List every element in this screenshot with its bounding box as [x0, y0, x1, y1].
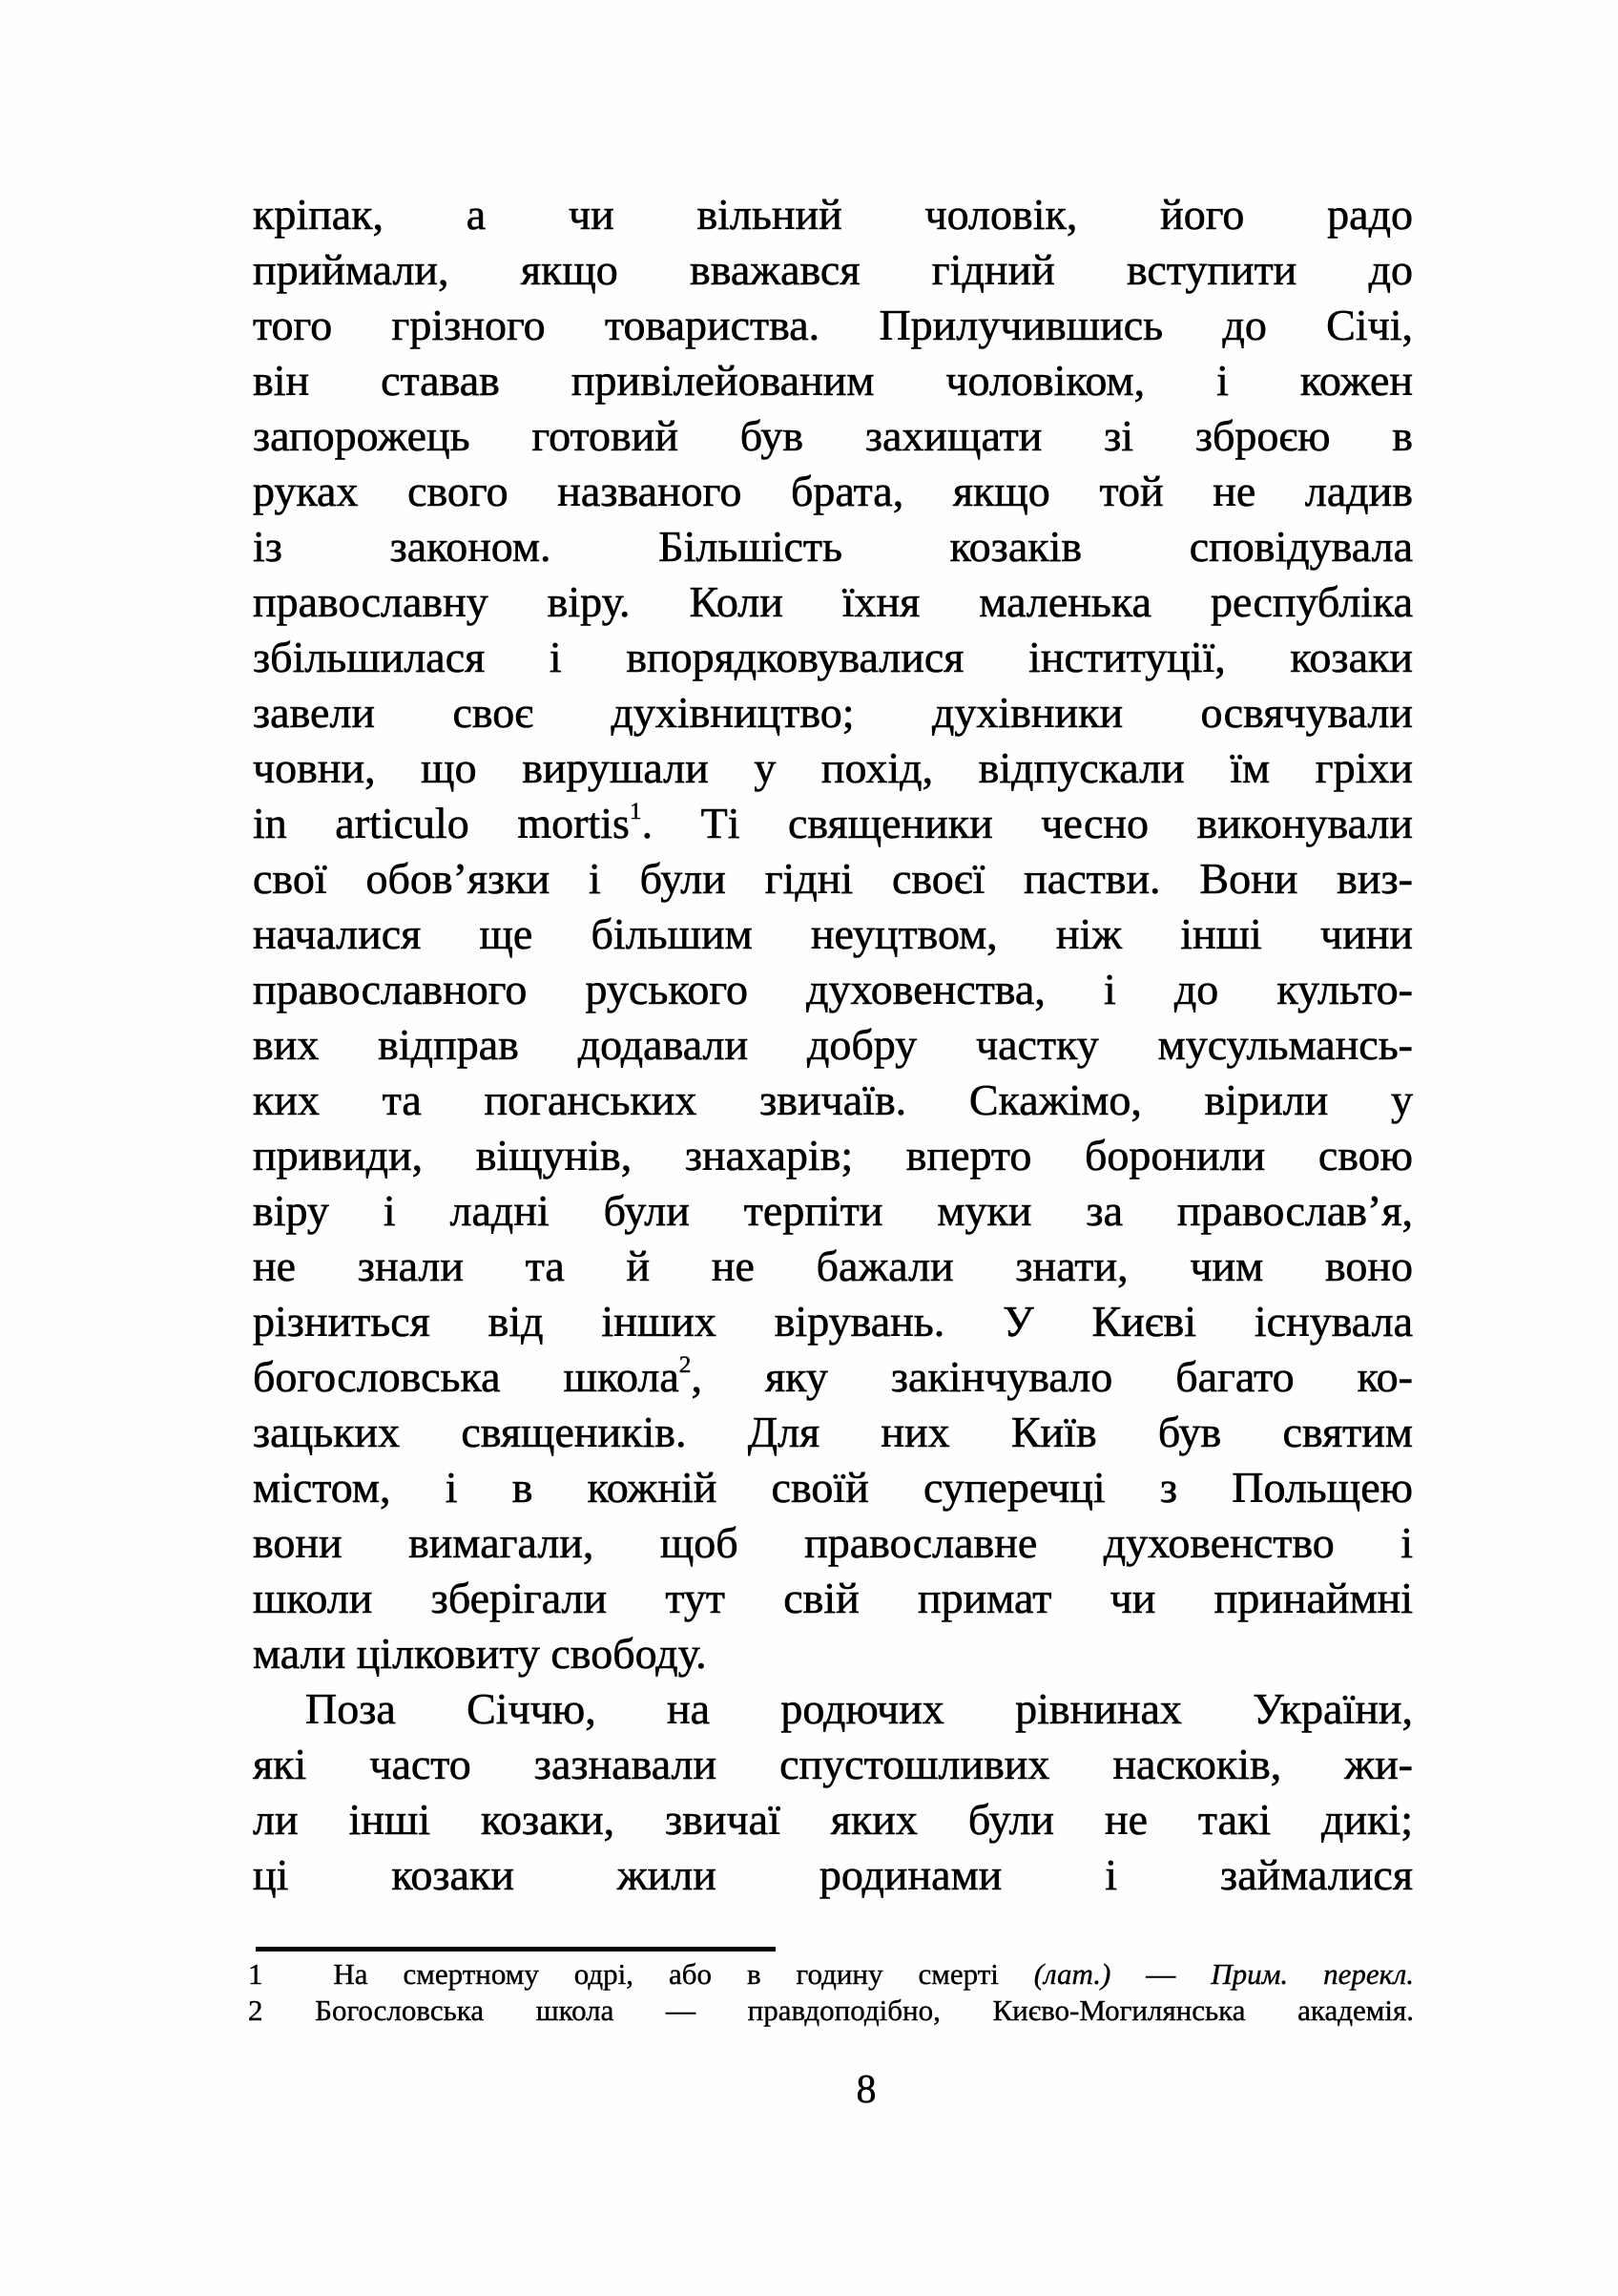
text-segment: привиди, віщунів, знахарів; вперто боронили свою — [253, 1131, 1413, 1179]
text-line — [253, 1294, 1413, 1349]
text-segment: in articulo mortis — [253, 799, 630, 847]
text-segment: началися ще більшим неуцтвом, ніж інші чини — [253, 909, 1413, 958]
text-line — [253, 1847, 1413, 1903]
italic-text-segment: Прим. перекл. — [1211, 1957, 1415, 1991]
text-line — [253, 1681, 1413, 1737]
text-line — [253, 1128, 1413, 1183]
text-line — [253, 1405, 1413, 1460]
footnote-ref: 1 — [629, 798, 642, 824]
text-line — [253, 187, 1413, 242]
footnote-separator — [256, 1947, 776, 1952]
text-segment: ці козаки жили родинами і займалися — [253, 1850, 1413, 1899]
text-segment: зацьких священиків. Для них Київ був святим — [253, 1408, 1413, 1456]
text-line — [253, 1460, 1413, 1515]
text-segment: мали цілковиту свободу. — [253, 1629, 707, 1678]
text-segment: Поза Січчю, на родючих рівнинах України, — [305, 1684, 1413, 1733]
text-segment: . Ті священики чесно виконували — [641, 799, 1413, 847]
text-segment: того грізного товариства. Прилучившись до Січі, — [253, 301, 1413, 349]
text-segment: не знали та й не бажали знати, чим воно — [253, 1242, 1413, 1290]
text-segment: 1 На смертному одрі, або в годину смерті — [248, 1957, 1034, 1991]
text-line — [253, 1571, 1413, 1626]
text-segment: він ставав привілейованим чоловіком, і кожен — [253, 356, 1413, 405]
text-line — [253, 408, 1413, 464]
text-segment: , яку закінчувало багато ко- — [691, 1352, 1413, 1401]
text-segment: віру і ладні були терпіти муки за православ’я, — [253, 1186, 1413, 1235]
page-number: 8 — [856, 2068, 877, 2112]
text-line — [253, 353, 1413, 408]
text-segment: ких та поганських звичаїв. Скажімо, вірили у — [253, 1075, 1413, 1124]
text-segment: школи зберігали тут свій примат чи принаймні — [253, 1574, 1413, 1622]
italic-text-segment: (лат.) — [1033, 1957, 1111, 1991]
text-segment: кріпак, а чи вільний чоловік, його радо — [253, 190, 1413, 239]
footnotes — [248, 1956, 1414, 2029]
text-segment: вих відправ додавали добру частку мусульмансь- — [253, 1020, 1413, 1069]
footnote-ref: 2 — [678, 1351, 692, 1378]
text-line — [253, 962, 1413, 1017]
text-line — [253, 574, 1413, 630]
text-segment: свої обов’язки і були гідні своєї пастви. Вони виз- — [253, 854, 1413, 903]
text-segment: приймали, якщо вважався гідний вступити до — [253, 245, 1413, 294]
text-segment: 2 Богословська школа — правдоподібно, Києво-Могилянська академія. — [248, 1993, 1414, 2027]
text-line — [253, 1073, 1413, 1128]
text-segment: різниться від інших вірувань. У Києві існувала — [253, 1297, 1413, 1346]
text-line — [253, 1626, 1413, 1681]
text-segment: вони вимагали, щоб православне духовенство і — [253, 1518, 1413, 1567]
text-segment: руках свого названого брата, якщо той не ладив — [253, 467, 1413, 515]
text-line — [253, 519, 1413, 574]
text-segment: із законом. Більшість козаків сповідувала — [253, 522, 1413, 571]
body-text — [253, 187, 1413, 1903]
text-line — [253, 796, 1413, 851]
text-line — [253, 1515, 1413, 1571]
text-segment: — — [1110, 1957, 1212, 1991]
text-segment: запорожець готовий був захищати зі зброєю в — [253, 411, 1413, 460]
text-line — [253, 464, 1413, 519]
footnote-line — [248, 1993, 1414, 2029]
text-line — [253, 1792, 1413, 1847]
text-line — [253, 1737, 1413, 1792]
text-line — [253, 298, 1413, 353]
text-line — [253, 1239, 1413, 1294]
text-segment: містом, і в кожній своїй суперечці з Польщею — [253, 1463, 1413, 1512]
text-segment: богословська школа — [253, 1352, 679, 1401]
text-line — [253, 851, 1413, 907]
text-segment: православну віру. Коли їхня маленька республіка — [253, 577, 1413, 626]
text-line — [253, 630, 1413, 685]
text-segment: човни, що вирушали у похід, відпускали їм гріхи — [253, 743, 1413, 792]
text-line — [253, 242, 1413, 298]
text-segment: ли інші козаки, звичаї яких були не такі дикі; — [253, 1795, 1413, 1844]
text-segment: збільшилася і впорядковувалися інституції, козаки — [253, 633, 1413, 681]
footnote-line — [248, 1956, 1414, 1993]
text-line — [253, 1349, 1413, 1405]
text-line — [253, 907, 1413, 962]
text-line — [253, 1183, 1413, 1239]
text-line — [253, 1017, 1413, 1073]
text-line — [253, 685, 1413, 741]
text-segment: завели своє духівництво; духівники освячували — [253, 688, 1413, 737]
text-segment: які часто зазнавали спустошливих наскоків, жи- — [253, 1740, 1413, 1788]
text-segment: православного руського духовенства, і до культо- — [253, 965, 1413, 1013]
text-line — [253, 741, 1413, 796]
